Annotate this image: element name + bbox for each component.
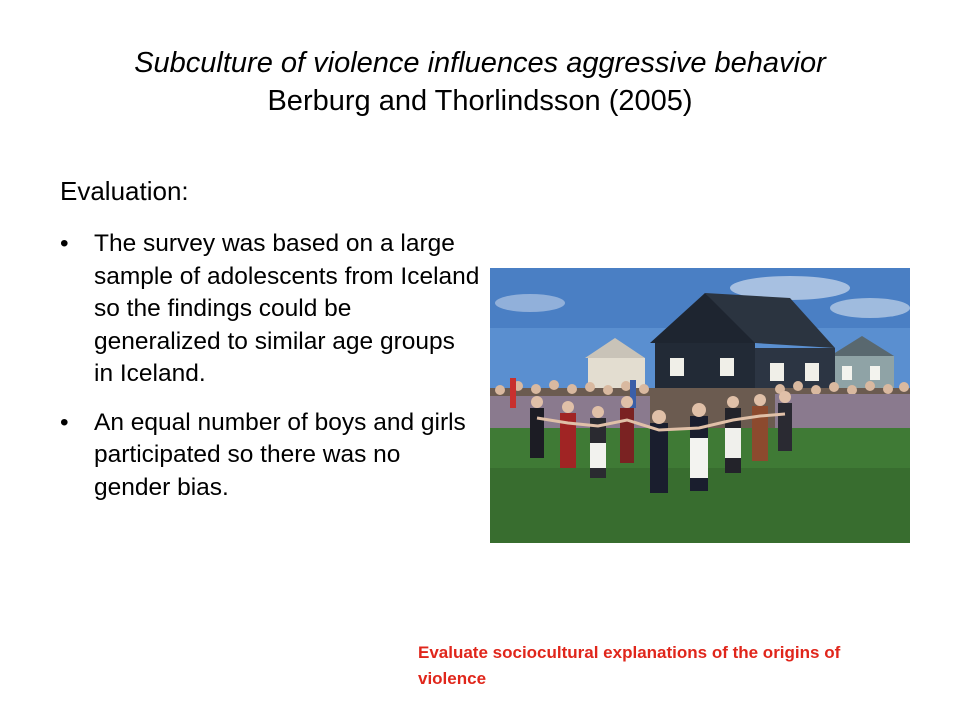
syllabus-note: Evaluate sociocultural explanations of the origins of violence (418, 643, 841, 688)
bullet-item (60, 407, 480, 505)
slide-title (40, 44, 920, 120)
bullet-icon: • (60, 408, 69, 436)
title-main: Subculture of violence influences aggressive behavior (134, 47, 826, 79)
bullet-item (60, 228, 480, 391)
bullet-text: The survey was based on a large sample of adolescents from Iceland so the findings could be generalized to similar age groups in Iceland. (94, 230, 480, 387)
bullet-list (60, 228, 480, 520)
photo-illustration (490, 268, 910, 543)
bullet-icon: • (60, 230, 69, 257)
evaluation-heading: Evaluation: (60, 176, 189, 206)
bullet-text: An equal number of boys and girls participated so there was no gender bias. (94, 408, 466, 501)
folk-dance-photo (490, 268, 910, 543)
title-citation: Berburg and Thorlindsson (2005) (267, 85, 693, 117)
